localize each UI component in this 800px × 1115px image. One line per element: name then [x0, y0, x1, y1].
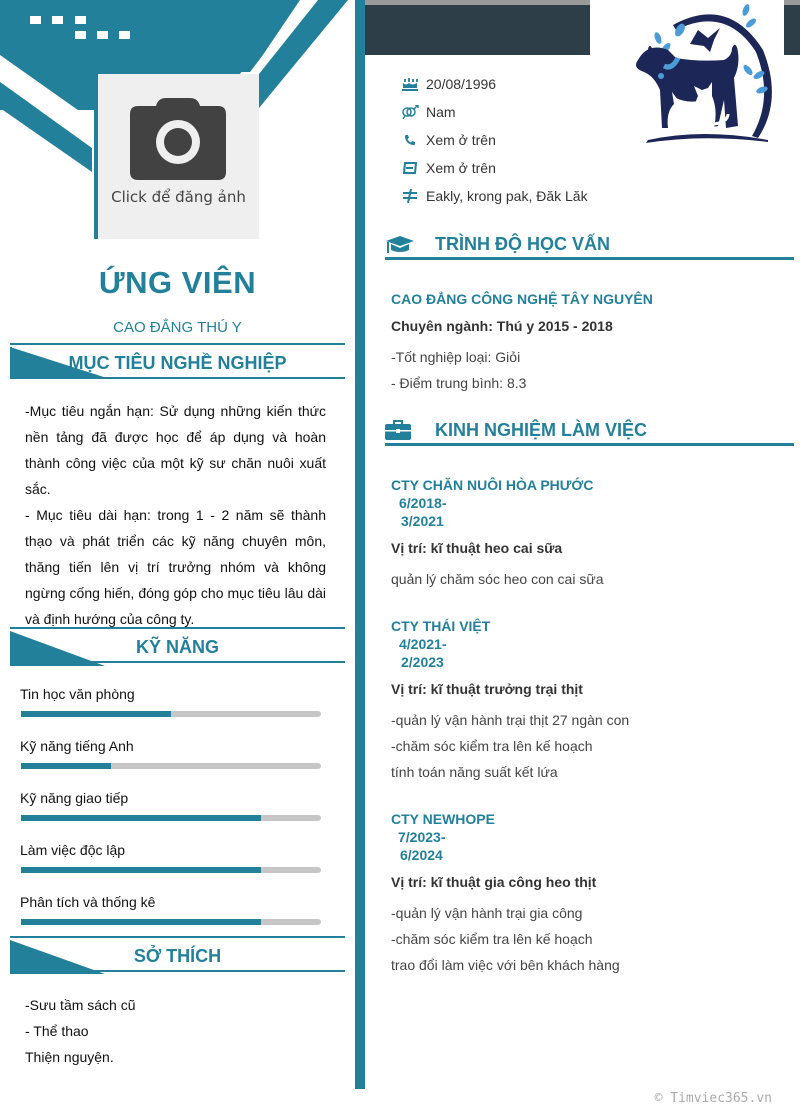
job-role: Vị trí: kĩ thuật gia công heo thịt — [391, 874, 597, 890]
career-objective-text — [25, 398, 326, 632]
upload-photo-button[interactable] — [94, 74, 259, 239]
decor-dot — [119, 31, 130, 39]
skill-label: Phân tích và thống kê — [20, 894, 156, 910]
job-company: CTY CHĂN NUÔI HÒA PHƯỚC — [391, 477, 594, 493]
job-company: CTY THÁI VIỆT — [391, 618, 491, 634]
skill-item — [20, 738, 325, 754]
column-divider — [355, 0, 365, 1089]
birthday-cake-icon — [400, 76, 420, 92]
job-description — [391, 900, 620, 978]
camera-icon — [128, 96, 228, 182]
skill-bar-fill — [21, 919, 261, 925]
contact-address — [400, 188, 588, 204]
education-major: Chuyên ngành: Thú y 2015 - 2018 — [391, 318, 613, 334]
section-header-education — [385, 232, 794, 260]
contact-phone — [400, 132, 496, 148]
objective-short-term: -Mục tiêu ngắn hạn: Sử dụng những kiến thức nền tảng đã được học để áp dụng và hoàn thành công việc của một kỹ sư chăn nuôi xuất sắc. — [25, 403, 326, 497]
job-description — [391, 707, 629, 785]
education-detail-line: - Điểm trung bình: 8.3 — [391, 375, 527, 391]
skill-bar — [21, 763, 321, 769]
decor-dot — [97, 31, 108, 39]
school-name: CAO ĐẲNG CÔNG NGHỆ TÂY NGUYÊN — [391, 291, 653, 307]
contact-value: 20/08/1996 — [426, 76, 497, 92]
job-role: Vị trí: kĩ thuật trưởng trại thịt — [391, 681, 583, 697]
decor-dot — [75, 31, 86, 39]
section-title: KINH NGHIỆM LÀM VIỆC — [435, 420, 648, 440]
skill-bar — [21, 815, 321, 821]
contact-email — [400, 160, 496, 176]
contact-birthday — [400, 76, 496, 92]
hobby-item: -Sưu tầm sách cũ — [25, 997, 136, 1013]
job-description-line: trao đổi làm việc với bên khách hàng — [391, 957, 620, 973]
job-dates — [391, 494, 446, 530]
objective-long-term: - Mục tiêu dài hạn: trong 1 - 2 năm sẽ thành thạo và phát triển các kỹ năng chuyên môn, thăng tiến lên vị trí trưởng nhóm và không ngừng cống hiến, đóng góp cho mục tiêu lâu dài và định hướng của công ty. — [25, 507, 326, 627]
skill-item — [20, 894, 325, 910]
skill-bar — [21, 867, 321, 873]
section-header-skills — [10, 627, 345, 663]
email-icon — [400, 160, 420, 176]
job-dates — [391, 635, 446, 671]
job-start-date: 4/2021- — [399, 636, 447, 652]
job-end-date: 6/2024 — [400, 847, 443, 863]
skill-bar-fill — [21, 711, 171, 717]
skill-bar — [21, 919, 321, 925]
section-header-experience — [385, 418, 794, 446]
skill-label: Kỹ năng giao tiếp — [20, 790, 129, 806]
section-header-objective — [10, 343, 345, 379]
hobby-item: Thiện nguyện. — [25, 1049, 114, 1065]
watermark: © Timviec365.vn — [654, 1091, 772, 1106]
hobby-item: - Thể thao — [25, 1023, 89, 1039]
contact-value: Nam — [426, 104, 456, 120]
job-end-date: 2/2023 — [401, 654, 444, 670]
job-company: CTY NEWHOPE — [391, 811, 495, 827]
candidate-job-title: CAO ĐẲNG THÚ Y — [113, 319, 242, 336]
skill-item — [20, 790, 325, 806]
job-description-line: quản lý chăm sóc heo con cai sữa — [391, 571, 604, 587]
skill-bar-fill — [21, 815, 261, 821]
job-start-date: 6/2018- — [399, 495, 447, 511]
job-description-line: tính toán năng suất kết lứa — [391, 764, 558, 780]
job-description-line: -chăm sóc kiểm tra lên kế hoạch — [391, 738, 593, 754]
contact-gender — [400, 104, 456, 120]
education-detail-line: -Tốt nghiệp loại: Giỏi — [391, 349, 521, 365]
briefcase-icon — [385, 420, 411, 442]
section-title: KỸ NĂNG — [135, 637, 219, 657]
job-description-line: -quản lý vận hành trại thịt 27 ngàn con — [391, 712, 630, 728]
section-title: MỤC TIÊU NGHỀ NGHIỆP — [68, 353, 287, 373]
skill-label: Kỹ năng tiếng Anh — [20, 738, 134, 754]
skill-bar-fill — [21, 867, 261, 873]
education-details — [391, 344, 526, 396]
decor-dot — [52, 16, 63, 24]
contact-value: Eakly, krong pak, Đăk Lăk — [426, 188, 588, 204]
section-title: SỞ THÍCH — [133, 946, 222, 966]
skill-label: Làm việc độc lập — [20, 842, 126, 858]
skill-bar-fill — [21, 763, 111, 769]
contact-value: Xem ở trên — [426, 160, 496, 176]
skill-item — [20, 842, 325, 858]
job-role: Vị trí: kĩ thuật heo cai sữa — [391, 540, 563, 556]
contact-value: Xem ở trên — [426, 132, 496, 148]
candidate-name: ỨNG VIÊN — [98, 265, 257, 300]
job-start-date: 7/2023- — [398, 829, 446, 845]
signpost-icon — [400, 188, 420, 204]
section-title: TRÌNH ĐỘ HỌC VẤN — [435, 234, 610, 254]
hobbies-list — [25, 992, 136, 1070]
gender-icon — [400, 104, 420, 120]
job-description-line: -quản lý vận hành trại gia công — [391, 905, 583, 921]
skill-label: Tin học văn phòng — [20, 686, 135, 702]
job-description-line: -chăm sóc kiểm tra lên kế hoạch — [391, 931, 593, 947]
upload-photo-caption: Click để đăng ảnh — [111, 188, 246, 206]
graduation-cap-icon — [385, 234, 415, 256]
skill-bar — [21, 711, 321, 717]
section-header-hobbies — [10, 936, 345, 972]
decor-dot — [30, 16, 41, 24]
skill-item — [20, 686, 325, 702]
pet-care-logo-icon — [628, 0, 778, 145]
job-description — [391, 566, 604, 592]
job-end-date: 3/2021 — [401, 513, 444, 529]
job-dates — [391, 828, 445, 864]
phone-icon — [400, 132, 420, 148]
decor-dot — [75, 16, 86, 24]
